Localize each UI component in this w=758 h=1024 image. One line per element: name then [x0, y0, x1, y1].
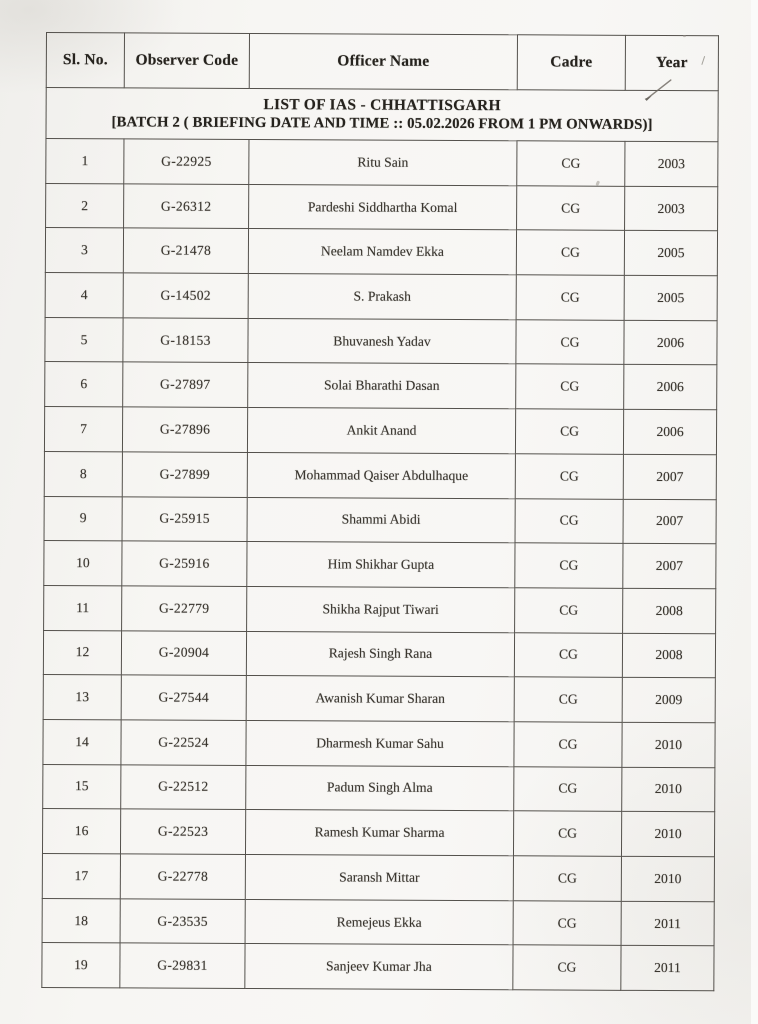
cell-sl-no: 14	[43, 719, 121, 764]
cell-sl-no: 5	[45, 317, 123, 362]
cell-cadre: CG	[514, 722, 622, 767]
cell-sl-no: 7	[44, 407, 122, 452]
table-row	[44, 496, 716, 544]
cell-officer-name: Awanish Kumar Sharan	[246, 676, 514, 722]
cell-officer-name: Pardeshi Siddhartha Komal	[249, 184, 517, 230]
cell-observer-code: G-25915	[122, 496, 247, 541]
officer-table	[41, 32, 719, 991]
col-header-cadre: Cadre	[517, 35, 625, 91]
cell-officer-name: Shammi Abidi	[247, 497, 515, 543]
cell-sl-no: 2	[46, 183, 124, 228]
table-row	[43, 675, 715, 723]
table-row	[45, 228, 717, 276]
cell-observer-code: G-27897	[123, 362, 248, 407]
officer-rows	[42, 139, 718, 991]
cell-sl-no: 6	[45, 362, 123, 407]
table-row	[42, 809, 714, 857]
cell-cadre: CG	[513, 900, 621, 945]
cell-officer-name: Padum Singh Alma	[246, 765, 514, 811]
cell-officer-name: Rajesh Singh Rana	[246, 631, 514, 677]
table-row	[42, 853, 714, 901]
cell-sl-no: 15	[43, 764, 121, 809]
cell-year: 2006	[623, 409, 716, 454]
cell-observer-code: G-26312	[124, 184, 249, 229]
table-row	[45, 362, 717, 410]
cell-cadre: CG	[515, 588, 623, 633]
table-row	[43, 719, 715, 767]
cell-sl-no: 4	[45, 273, 123, 318]
cell-sl-no: 13	[43, 675, 121, 720]
cell-cadre: CG	[514, 766, 622, 811]
cell-observer-code: G-21478	[123, 228, 248, 273]
cell-observer-code: G-27544	[121, 675, 246, 720]
cell-sl-no: 9	[44, 496, 122, 541]
cell-observer-code: G-14502	[123, 273, 248, 318]
cell-year: 2006	[624, 320, 717, 365]
table-row	[44, 451, 716, 499]
cell-officer-name: Bhuvanesh Yadav	[248, 318, 516, 364]
table-row	[43, 630, 715, 678]
cell-year: 2005	[624, 275, 717, 320]
cell-sl-no: 19	[42, 943, 120, 988]
cell-officer-name: Sanjeev Kumar Jha	[245, 944, 513, 990]
title-row	[46, 88, 718, 142]
cell-officer-name: Ritu Sain	[249, 139, 517, 185]
cell-cadre: CG	[516, 275, 624, 320]
cell-cadre: CG	[514, 632, 622, 677]
cell-observer-code: G-22512	[121, 764, 246, 809]
table-row	[44, 407, 716, 455]
cell-observer-code: G-25916	[122, 541, 247, 586]
col-header-observer-code: Observer Code	[124, 33, 249, 89]
cell-observer-code: G-27896	[122, 407, 247, 452]
table-row	[42, 943, 714, 991]
cell-observer-code: G-22524	[121, 720, 246, 765]
cell-cadre: CG	[516, 320, 624, 365]
cell-year: 2010	[621, 856, 714, 901]
cell-officer-name: Saransh Mittar	[245, 854, 513, 900]
cell-year: 2007	[623, 499, 716, 544]
cell-year: 2006	[624, 365, 717, 410]
cell-year: 2010	[621, 812, 714, 857]
cell-cadre: CG	[514, 677, 622, 722]
cell-sl-no: 16	[42, 809, 120, 854]
table-row	[45, 317, 717, 365]
cell-observer-code: G-22779	[122, 586, 247, 631]
cell-cadre: CG	[513, 856, 621, 901]
cell-officer-name: Him Shikhar Gupta	[247, 542, 515, 588]
cell-sl-no: 17	[42, 853, 120, 898]
cell-officer-name: S. Prakash	[248, 274, 516, 320]
header-row	[46, 33, 718, 91]
cell-observer-code: G-27899	[122, 452, 247, 497]
table-title-cell	[46, 88, 718, 142]
cell-year: 2010	[622, 722, 715, 767]
cell-cadre: CG	[513, 945, 621, 990]
cell-officer-name: Shikha Rajput Tiwari	[247, 586, 515, 632]
table-row	[44, 585, 716, 633]
col-header-sl-no: Sl. No.	[46, 33, 124, 88]
cell-observer-code: G-29831	[120, 943, 245, 988]
cell-sl-no: 10	[44, 541, 122, 586]
cell-year: 2011	[621, 901, 714, 946]
cell-sl-no: 18	[42, 898, 120, 943]
cell-year: 2007	[623, 454, 716, 499]
cell-sl-no: 3	[45, 228, 123, 273]
scanned-officer-list	[41, 32, 718, 991]
cell-officer-name: Dharmesh Kumar Sahu	[246, 720, 514, 766]
col-header-officer-name: Officer Name	[249, 33, 517, 89]
batch-subtitle: [BATCH 2 ( BRIEFING DATE AND TIME :: 05.02.2026 FROM 1 PM ONWARDS)]	[111, 114, 653, 134]
table-row	[46, 183, 718, 231]
cell-observer-code: G-22523	[120, 809, 245, 854]
cell-officer-name: Mohammad Qaiser Abdulhaque	[247, 452, 515, 498]
cell-year: 2007	[623, 544, 716, 589]
table-row	[42, 898, 714, 946]
cell-year: 2011	[621, 946, 714, 991]
cell-observer-code: G-20904	[121, 630, 246, 675]
cell-year: 2003	[625, 186, 718, 231]
cell-year: 2008	[622, 633, 715, 678]
cell-sl-no: 1	[46, 139, 124, 184]
cell-cadre: CG	[517, 185, 625, 230]
cell-sl-no: 8	[44, 451, 122, 496]
cell-officer-name: Solai Bharathi Dasan	[248, 363, 516, 409]
cell-observer-code: G-23535	[120, 899, 245, 944]
cell-officer-name: Ankit Anand	[247, 408, 515, 454]
cell-cadre: CG	[516, 230, 624, 275]
table-row	[44, 541, 716, 589]
cell-cadre: CG	[515, 498, 623, 543]
cell-sl-no: 11	[44, 585, 122, 630]
cell-year: 2008	[623, 588, 716, 633]
cell-year: 2005	[624, 231, 717, 276]
table-row	[43, 764, 715, 812]
cell-observer-code: G-22925	[124, 139, 249, 184]
cell-sl-no: 12	[43, 630, 121, 675]
cell-cadre: CG	[515, 543, 623, 588]
list-title: LIST OF IAS - CHHATTISGARH	[263, 95, 501, 114]
cell-cadre: CG	[517, 141, 625, 186]
table-row	[46, 139, 718, 187]
cell-observer-code: G-22778	[120, 854, 245, 899]
cell-officer-name: Neelam Namdev Ekka	[248, 229, 516, 275]
cell-cadre: CG	[513, 811, 621, 856]
table-row	[45, 273, 717, 321]
cell-officer-name: Ramesh Kumar Sharma	[245, 810, 513, 856]
cell-cadre: CG	[515, 454, 623, 499]
cell-cadre: CG	[515, 409, 623, 454]
cell-cadre: CG	[516, 364, 624, 409]
cell-officer-name: Remejeus Ekka	[245, 899, 513, 945]
cell-year: 2010	[622, 767, 715, 812]
cell-year: 2009	[622, 678, 715, 723]
scan-edge-highlight	[751, 0, 758, 1024]
cell-year: 2003	[625, 141, 718, 186]
col-header-year: Year	[625, 35, 718, 90]
cell-observer-code: G-18153	[123, 318, 248, 363]
